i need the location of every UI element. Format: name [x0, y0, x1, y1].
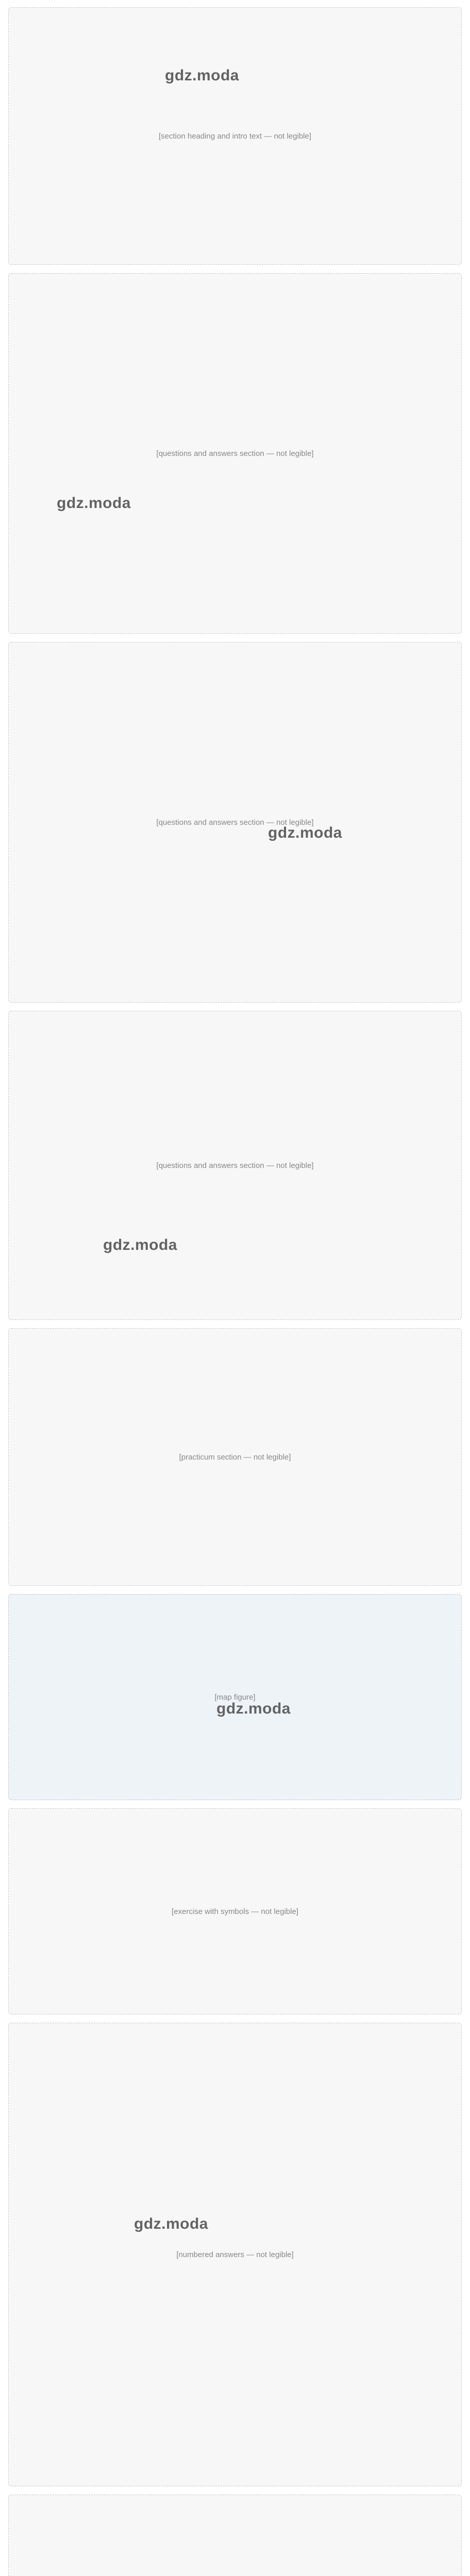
intro-block — [8, 7, 462, 265]
watermark: gdz.moda — [216, 1700, 291, 1717]
watermark: gdz.moda — [57, 495, 131, 512]
questions-block-2 — [8, 642, 462, 1003]
block-label: [questions and answers section — not legible] — [156, 449, 314, 458]
watermark: gdz.moda — [103, 1236, 177, 1253]
exercise-block — [8, 1808, 462, 2014]
practicum-block — [8, 1328, 462, 1586]
questions-block-1 — [8, 273, 462, 634]
map-figure-1 — [8, 1594, 462, 1800]
block-label: [questions and answers section — not legible] — [156, 818, 314, 827]
block-label: [practicum section — not legible] — [179, 1452, 291, 1462]
watermark: gdz.moda — [165, 67, 239, 84]
block-label: [map figure] — [214, 1692, 256, 1702]
summary-block — [8, 2495, 462, 2576]
text-block-1 — [8, 2023, 462, 2486]
block-label: [section heading and intro text — not legible] — [158, 131, 312, 141]
watermark: gdz.moda — [268, 824, 342, 841]
watermark: gdz.moda — [134, 2215, 208, 2232]
block-label: [exercise with symbols — not legible] — [172, 1907, 298, 1916]
questions-block-3 — [8, 1011, 462, 1320]
block-label: [numbered answers — not legible] — [176, 2250, 294, 2259]
block-label: [questions and answers section — not legible] — [156, 1161, 314, 1170]
